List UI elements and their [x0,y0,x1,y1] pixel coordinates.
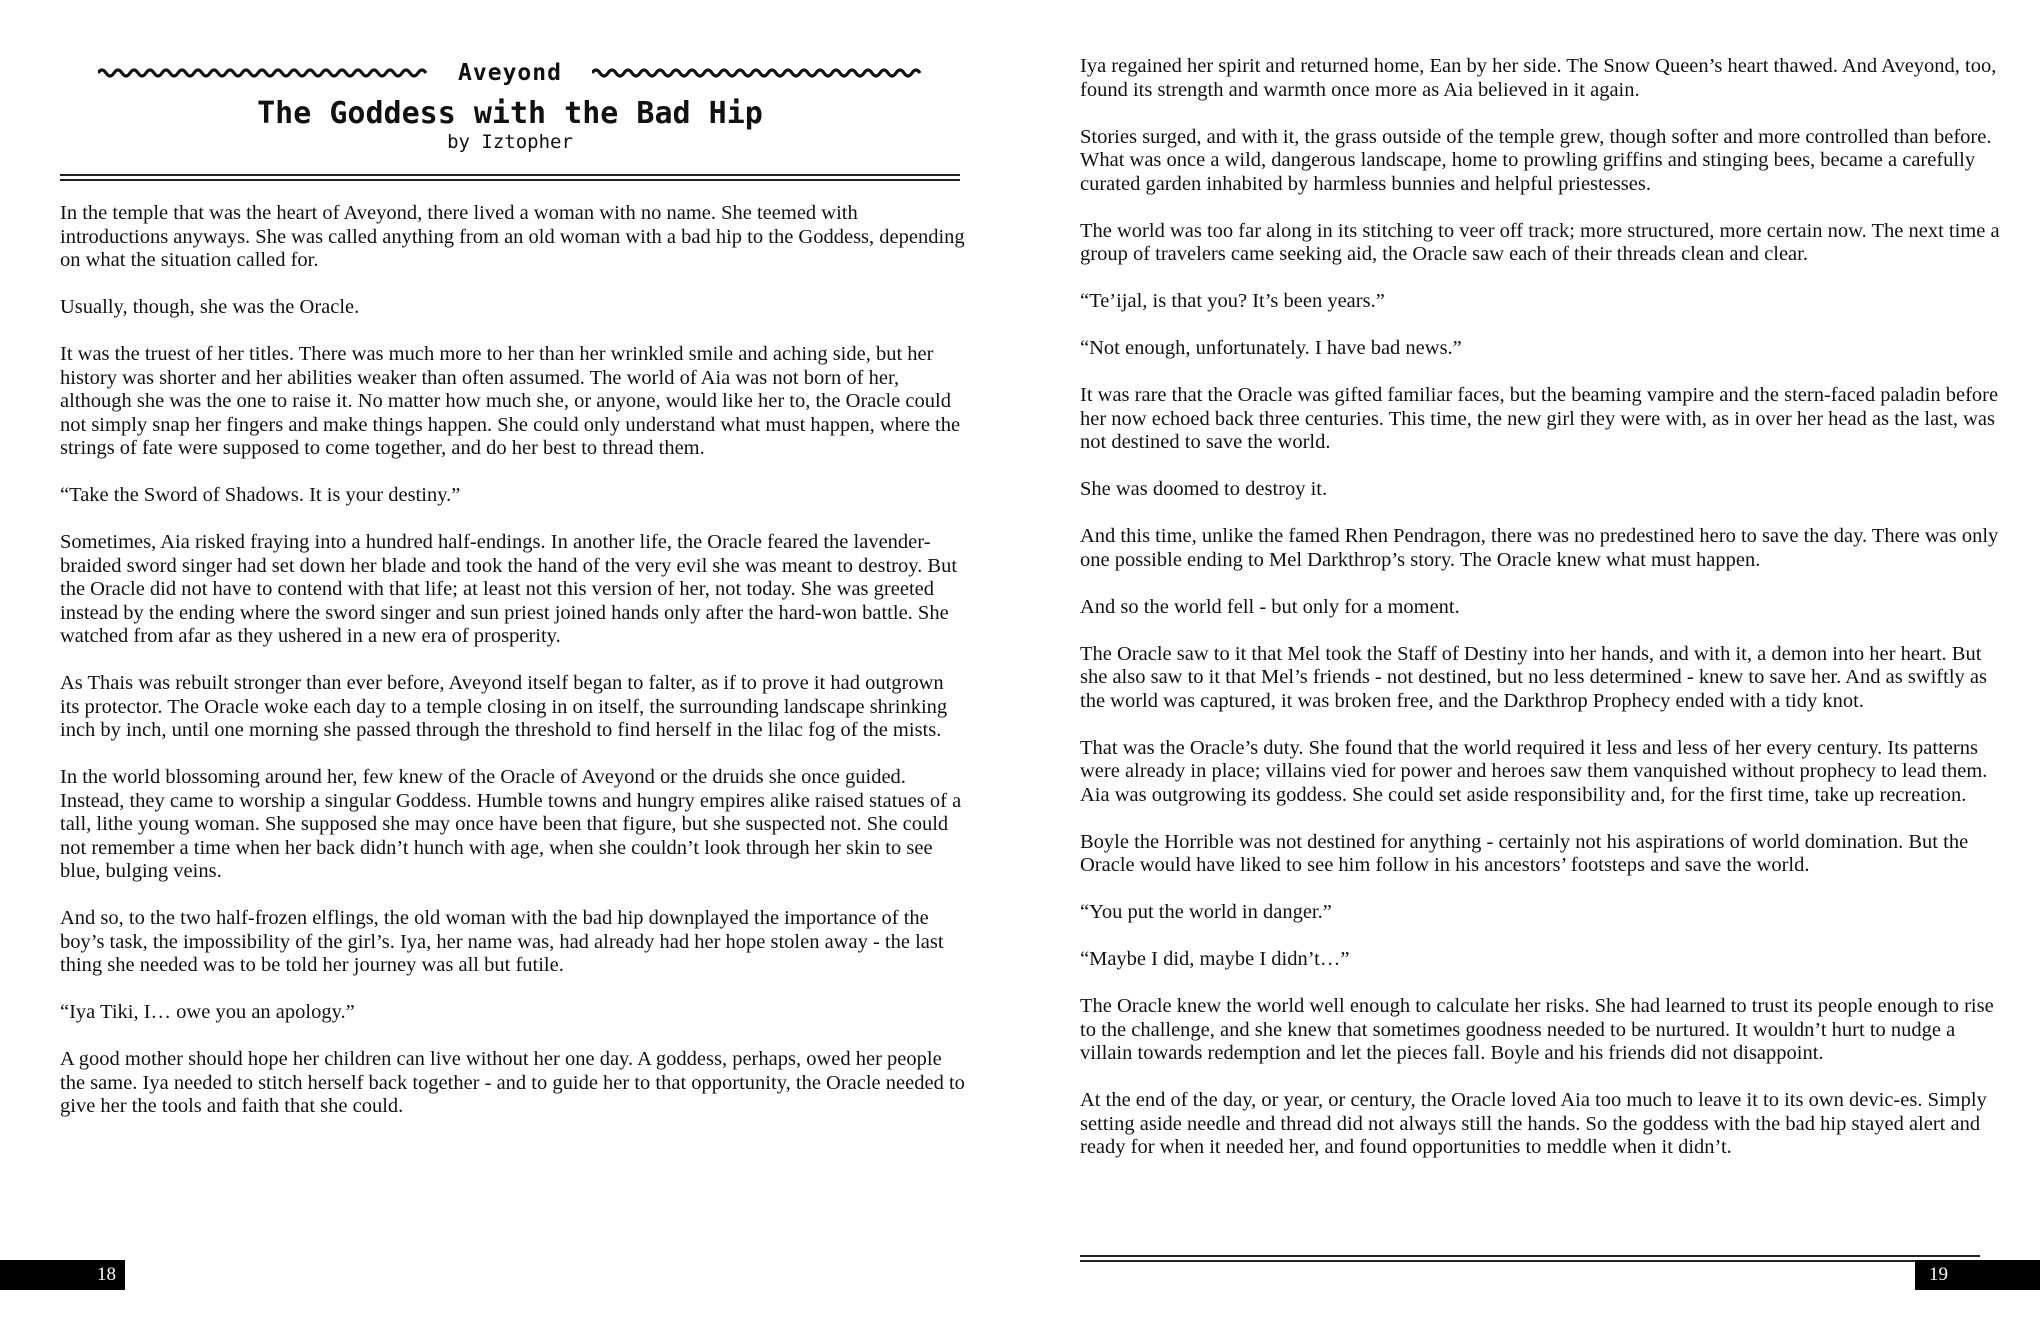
series-banner [60,55,960,91]
paragraph: The world was too far along in its stitching to veer off track; more structured, more certain now. The next time a group of travelers came seeking aid, the Oracle saw each of their threads clean and clear. [1080,219,2000,265]
paragraph: “Take the Sword of Shadows. It is your destiny.” [60,484,461,506]
paragraph: “Maybe I did, maybe I didn’t…” [1080,948,1350,970]
paragraph: Sometimes, Aia risked fraying into a hundred half-endings. In another life, the Oracle feared the lavender-braided sword singer had set down her blade and took the hand of the very evil she was meant to destroy. But the Oracle did not have to contend with that life; at least not this version of her, not today. She was greeted instead by the ending where the sword singer and sun priest joined hands only after the hard-won battle. She watched from afar as they ushered in a new era of prosperity. [60,531,958,647]
paragraph: That was the Oracle’s duty. She found that the world required it less and less of her every century. Its patterns were already in place; villains vied for power and heroes saw them vanquished without prophecy to lead them. Aia was outgrowing its goddess. She could set aside responsibility and, for the first time, take up recreation. [1080,736,1988,806]
paragraph: “Te’ijal, is that you? It’s been years.” [1080,290,1385,312]
paragraph: It was rare that the Oracle was gifted familiar faces, but the beaming vampire and the stern-faced paladin before her now echoed back three centuries. This time, the new girl they were with, as in over her head as the last, was not destined to save the world. [1080,384,1999,453]
paragraph: Usually, though, she was the Oracle. [60,296,360,318]
series-title: Aveyond [458,60,562,86]
footer-divider [1080,1255,1980,1262]
right-page [1020,0,2040,1320]
paragraph: And so, to the two half-frozen elflings, the old woman with the bad hip downplayed the importance of the boy’s task, the impossibility of the girl’s. Iya, her name was, had already had her hope stolen away - the last thing she needed was to be told her journey was all but futile. [60,907,944,976]
paragraph: As Thais was rebuilt stronger than ever before, Aveyond itself began to falter, as if to prove it had outgrown its protector. The Oracle woke each day to a temple closing in on itself, the surrounding landscape shrinking inch by inch, until one morning she passed through the threshold to find herself in the lilac fog of the mists. [60,672,948,741]
paragraph: “Not enough, unfortunately. I have bad news.” [1080,337,1462,359]
paragraph: Boyle the Horrible was not destined for anything - certainly not his aspirations of world domination. But the Oracle would have liked to see him follow in his ancestors’ footsteps and save the world. [1080,830,1969,876]
paragraph: “Iya Tiki, I… owe you an apology.” [60,1001,355,1023]
paragraph: In the world blossoming around her, few knew of the Oracle of Aveyond or the druids she once guided. Instead, they came to worship a singular Goddess. Humble towns and hungry empires alike raised statues of a tall, lithe young woman. She supposed she may once have been that figure, but she suspected not. She could not remember a time when her back didn’t hunch with age, when she couldn’t look through her skin to see blue, bulging veins. [60,766,962,882]
paragraph: And this time, unlike the famed Rhen Pendragon, there was no predestined hero to save the day. There was only one possible ending to Mel Darkthrop’s story. The Oracle knew what must happen. [1080,525,1999,571]
right-column-text [1080,55,2005,1183]
left-column-text [60,202,965,1142]
paragraph: She was doomed to destroy it. [1080,478,1328,500]
paragraph: A good mother should hope her children can live without her one day. A goddess, perhaps, owed her people the same. Iya needed to stitch herself back together - and to guide her to that opportunity, the Oracle needed to give her the tools and faith that she could. [60,1048,965,1117]
paragraph: “You put the world in danger.” [1080,901,1332,923]
page-number-label: 18 [97,1264,116,1285]
paragraph: And so the world fell - but only for a moment. [1080,595,1460,618]
page-number-label: 19 [1929,1264,1948,1285]
paragraph: The Oracle knew the world well enough to calculate her risks. She had learned to trust its people enough to rise to the challenge, and she knew that sometimes goodness needed to be nurtured. It wouldn’t hurt to nudge a villain towards redemption and let the pieces fall. Boyle and his friends did not disappoint. [1080,995,1994,1064]
paragraph: Iya regained her spirit and returned home, Ean by her side. The Snow Queen’s heart thawed. And Aveyond, too, found its strength and warmth once more as Aia believed in it again. [1080,55,1997,101]
story-title: The Goddess with the Bad Hip [257,96,763,131]
paragraph: The Oracle saw to it that Mel took the Staff of Destiny into her hands, and with it, a demon into her heart. But she also saw to it that Mel’s friends - not destined, but no less determined - knew to save her. And as swiftly as the world was captured, it was broken free, and the Darkthrop Prophecy ended with a tidy knot. [1080,642,1987,712]
page-number-right [1915,1260,2040,1290]
header-divider [60,174,960,181]
paragraph: Stories surged, and with it, the grass outside of the temple grew, though softer and more controlled than before. What was once a wild, dangerous landscape, home to prowling griffins and stinging bees, became a carefully curated garden inhabited by harmless bunnies and helpful priestesses. [1080,125,1992,195]
wave-ornament-left [98,66,428,80]
wave-ornament-right [592,66,922,80]
paragraph: In the temple that was the heart of Aveyond, there lived a woman with no name. She teemed with introductions anyways. She was called anything from an old woman with a bad hip to the Goddess, depending on what the situation called for. [60,202,965,271]
paragraph: It was the truest of her titles. There was much more to her than her wrinkled smile and aching side, but her history was shorter and her abilities weaker than often assumed. The world of Aia was not born of her, although she was the one to raise it. No matter how much she, or anyone, would like her to, the Oracle could not simply snap her fingers and make things happen. She could only understand what must happen, where the strings of fate were supposed to come together, and do her best to thread them. [60,343,961,459]
paragraph: At the end of the day, or year, or century, the Oracle loved Aia too much to leave it to its own devic-es. Simply setting aside needle and thread did not always still the hands. So the goddess with the bad hip stayed alert and ready for when it needed her, and found opportunities to meddle when it didn’t. [1080,1089,1987,1158]
page-number-left [0,1260,125,1290]
story-header [60,55,960,153]
byline: by Iztopher [447,131,573,153]
